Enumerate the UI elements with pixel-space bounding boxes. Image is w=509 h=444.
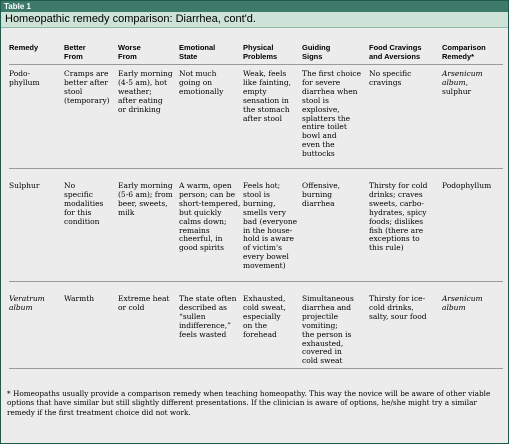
row-1-food-cravings: No specific cravings	[369, 69, 412, 87]
row-3-comparison-remedy: Arsenicum album	[442, 294, 483, 312]
row-3-physical-problems: Exhausted, cold sweat, especially on the forehead	[243, 294, 286, 339]
header-comparison-remedy: Comparison Remedy*	[442, 43, 486, 61]
row-2-remedy: Sulphur	[9, 181, 40, 190]
header-remedy: Remedy	[9, 43, 39, 52]
row-2-emotional-state: A warm, open person; can be short-tempered, but quickly calms down; remains cheerful, in good spirits	[179, 181, 241, 253]
comparison-table	[1, 28, 508, 443]
row-2-food-cravings: Thirsty for cold drinks; craves sweets, carbo- hydrates, spicy foods; dislikes fish (there are exceptions to this rule)	[369, 181, 428, 253]
header-emotional-state: Emotional State	[179, 43, 216, 61]
header-guiding-signs: Guiding Signs	[302, 43, 331, 61]
header-physical-problems: Physical Problems	[243, 43, 278, 61]
row-2-better-from: No specific modalities for this condition	[64, 181, 104, 226]
row-3-food-cravings: Thirsty for ice- cold drinks, salty, sour food	[369, 294, 427, 321]
row-divider	[9, 168, 503, 169]
table-title: Homeopathic remedy comparison: Diarrhea, cont'd.	[5, 13, 256, 25]
row-1-comparison-remedy: sulphur	[442, 86, 472, 96]
row-3-emotional-state: The state often described as “sullen indifference,” feels wasted	[179, 294, 237, 339]
row-1-better-from: Cramps are better after stool (temporary)	[64, 69, 110, 105]
header-food-cravings: Food Cravings and Aversions	[369, 43, 422, 61]
row-1-physical-problems: Weak, feels like fainting, empty sensation in the stomach after stool	[243, 69, 292, 123]
row-1-guiding-signs: The first choice for severe diarrhea when stool is explosive, splatters the entire toilet bowl and even the buttocks	[302, 69, 362, 159]
table-bottom-divider	[9, 368, 503, 369]
table-title-bar	[1, 12, 508, 28]
table-label: Table 1	[4, 2, 31, 11]
header-better-from: Better From	[64, 43, 86, 61]
row-2-guiding-signs: Offensive, burning diarrhea	[302, 181, 341, 208]
row-1-emotional-state: Not much going on emotionally	[179, 69, 224, 96]
row-1-comparison-remedy-italic: Arsenicum album,	[442, 69, 483, 87]
row-2-physical-problems: Feels hot; stool is burning, smells very bad (everyone in the house- hold is aware of victim's every bowel movement)	[243, 181, 298, 271]
table-label-bar	[1, 1, 508, 12]
row-3-worse-from: Extreme heat or cold	[118, 294, 170, 312]
row-2-worse-from: Early morning (5-6 am); from beer, sweets, milk	[118, 181, 173, 217]
header-worse-from: Worse From	[118, 43, 141, 61]
row-divider	[9, 281, 503, 282]
row-1-remedy: Podo- phyllum	[9, 69, 40, 87]
row-3-better-from: Warmth	[64, 294, 95, 303]
row-3-remedy: Veratrum album	[9, 294, 45, 312]
row-3-guiding-signs: Simultaneous diarrhea and projectile vomiting; the person is exhausted, covered in cold sweat	[302, 294, 354, 366]
row-1-worse-from: Early morning (4-5 am), hot weather; after eating or drinking	[118, 69, 173, 114]
footnote: * Homeopaths usually provide a comparison remedy when teaching homeopathy. This way the novice will be aware of other viable options that have similar but still slightly different presentations. If the clinician is aware of options, he/she might try a similar remedy if the first treatment choice did not work.	[7, 389, 491, 417]
header-divider	[9, 64, 503, 65]
row-2-comparison-remedy: Podophyllum	[442, 181, 492, 190]
